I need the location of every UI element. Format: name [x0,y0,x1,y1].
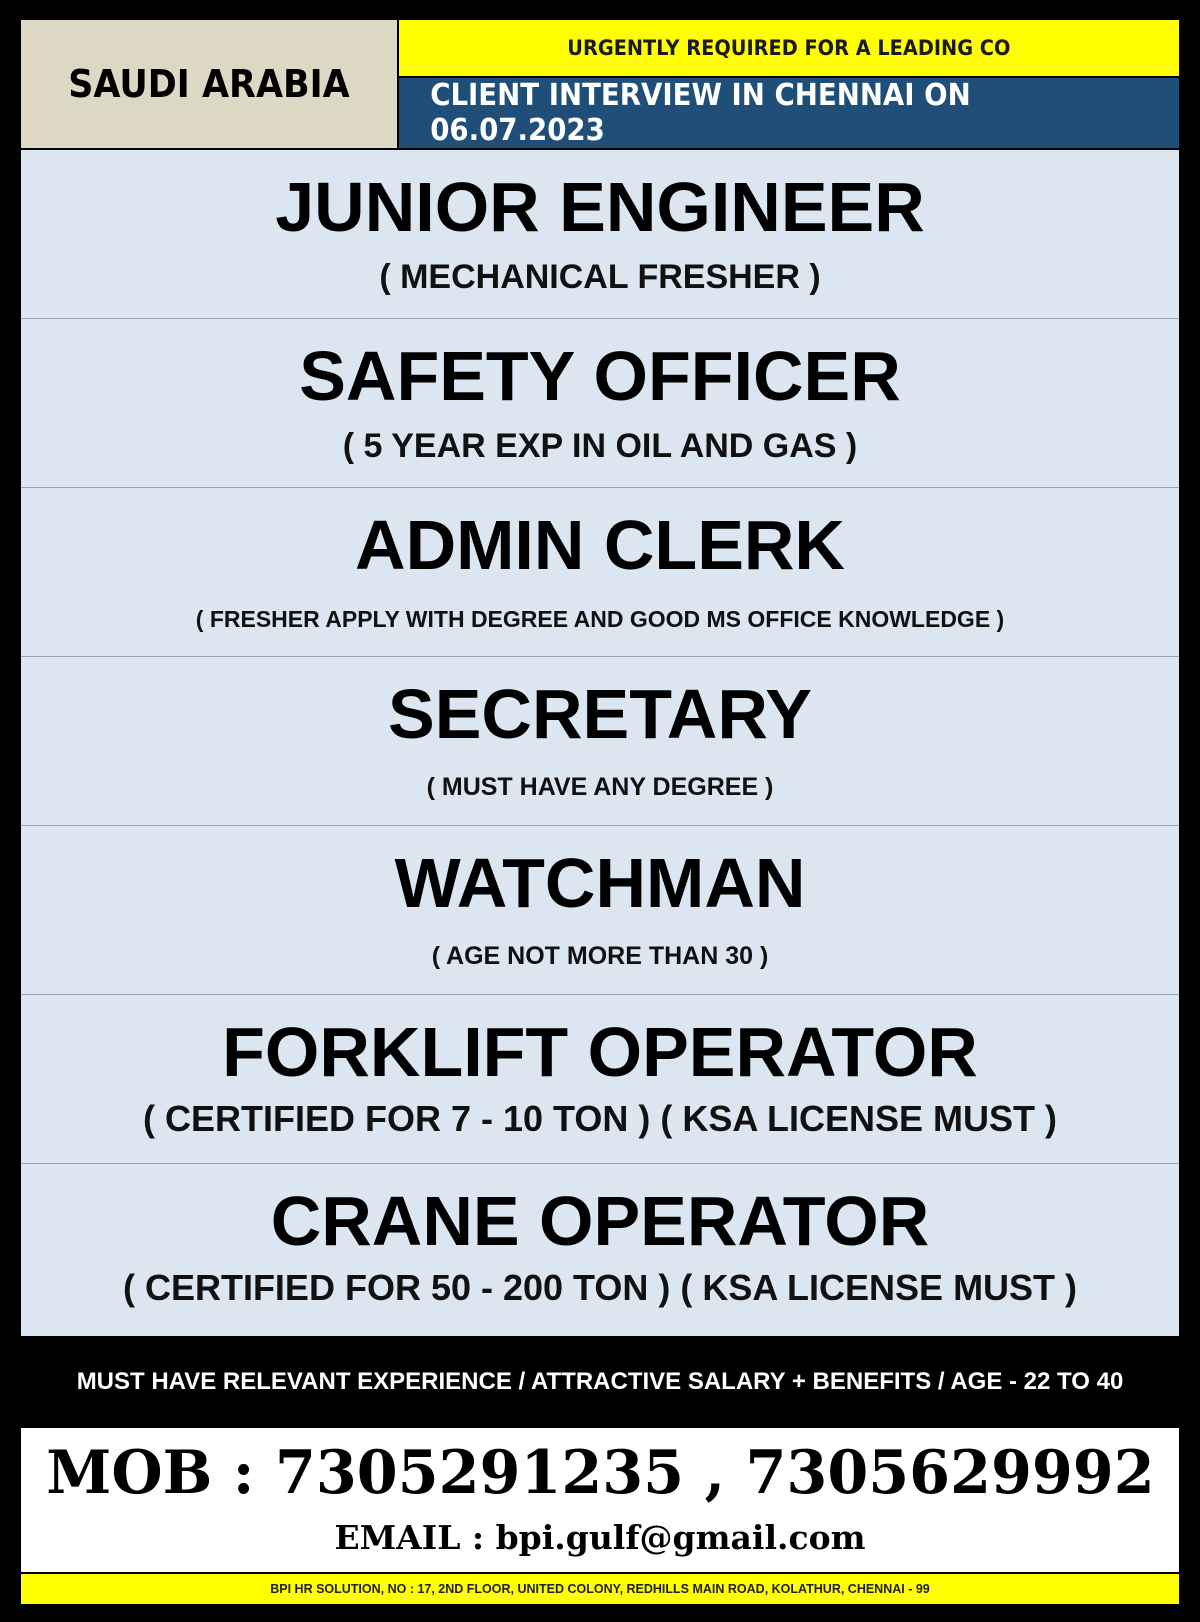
job-forklift-operator [21,995,1179,1164]
company-address: BPI HR SOLUTION, NO : 17, 2ND FLOOR, UNITED COLONY, REDHILLS MAIN ROAD, KOLATHUR, CHENNAI - 99 [21,1574,1179,1604]
urgent-text: URGENTLY REQUIRED FOR A LEADING CO [567,36,1011,60]
job-title: CRANE OPERATOR [270,1182,930,1260]
job-safety-officer [21,319,1179,488]
job-subtitle: ( AGE NOT MORE THAN 30 ) [431,942,769,970]
job-title: FORKLIFT OPERATOR [222,1013,978,1091]
job-title: ADMIN CLERK [355,506,845,584]
job-subtitle: ( MECHANICAL FRESHER ) [379,258,821,296]
job-subtitle: ( 5 YEAR EXP IN OIL AND GAS ) [342,427,858,465]
country-text: SAUDI ARABIA [68,62,350,106]
job-subtitle: ( CERTIFIED FOR 50 - 200 TON ) ( KSA LICENSE MUST ) [122,1267,1078,1308]
country-label [21,20,397,148]
job-subtitle: ( MUST HAVE ANY DEGREE ) [426,773,774,801]
job-crane-operator [21,1164,1179,1333]
mobile-numbers [21,1438,1179,1508]
interview-text: CLIENT INTERVIEW IN CHENNAI ON 06.07.2023 [430,78,971,148]
job-secretary [21,657,1179,826]
job-title: WATCHMAN [394,844,806,922]
job-title: SECRETARY [388,675,812,753]
contact-box [21,1428,1179,1572]
job-list [21,150,1179,1336]
email-text: EMAIL : bpi.gulf@gmail.com [334,1518,866,1557]
requirements-bar: MUST HAVE RELEVANT EXPERIENCE / ATTRACTIVE SALARY + BENEFITS / AGE - 22 TO 40 [76,1368,1124,1395]
job-junior-engineer [21,150,1179,319]
job-watchman [21,826,1179,995]
interview-banner [399,78,1179,148]
job-admin-clerk [21,488,1179,657]
job-subtitle: ( CERTIFIED FOR 7 - 10 TON ) ( KSA LICENSE MUST ) [142,1098,1058,1139]
job-title: JUNIOR ENGINEER [275,168,925,246]
mobile-text: MOB : 7305291235 , 7305629992 [45,1438,1155,1508]
urgent-banner [399,20,1179,76]
job-title: SAFETY OFFICER [299,337,901,415]
job-subtitle: ( FRESHER APPLY WITH DEGREE AND GOOD MS OFFICE KNOWLEDGE ) [195,606,1005,632]
